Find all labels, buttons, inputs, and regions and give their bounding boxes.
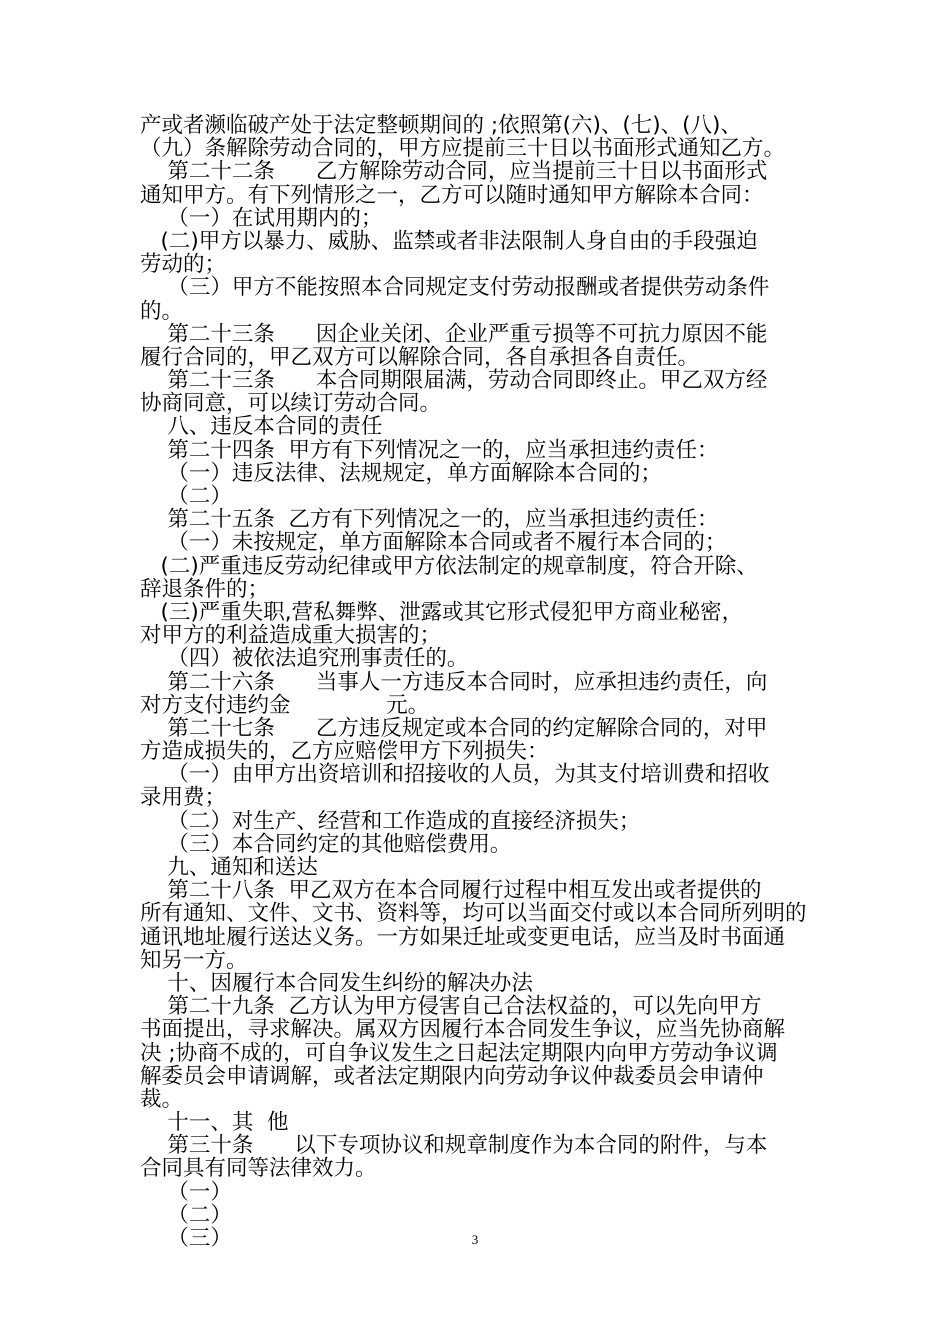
text-line: 第二十三条 本合同期限届满，劳动合同即终止。甲乙双方经 [140, 368, 768, 394]
text-line: 协商同意，可以续订劳动合同。 [140, 391, 442, 417]
text-line: 通讯地址履行送达义务。一方如果迁址或变更电话，应当及时书面通 [140, 924, 786, 950]
text-line: （三）本合同约定的其他赔偿费用。 [140, 831, 512, 857]
text-line: （一）未按规定，单方面解除本合同或者不履行本合同的； [140, 530, 727, 556]
text-line: 方造成损失的，乙方应赔偿甲方下列损失： [140, 739, 549, 765]
text-line: （二）对生产、经营和工作造成的直接经济损失； [140, 808, 641, 834]
text-line: （四）被依法追究刑事责任的。 [140, 646, 469, 672]
page-number: 3 [471, 1232, 479, 1247]
section-heading: 八、违反本合同的责任 [140, 414, 383, 440]
text-line: （一）违反法律、法规规定，单方面解除本合同的； [140, 460, 662, 486]
text-line: 合同具有同等法律效力。 [140, 1156, 377, 1182]
text-line: (三)严重失职,营私舞弊、泄露或其它形式侵犯甲方商业秘密， [140, 599, 744, 625]
text-line: 第二十九条 乙方认为甲方侵害自己合法权益的，可以先向甲方 [140, 994, 762, 1020]
text-line: 解委员会申请调解，或者法定期限内向劳动争议仲裁委员会申请仲 [140, 1063, 764, 1089]
text-line: 第二十二条 乙方解除劳动合同，应当提前三十日以书面形式 [140, 159, 768, 185]
text-line: (二)甲方以暴力、威胁、监禁或者非法限制人身自由的手段强迫 [140, 228, 758, 254]
text-line: 裁。 [140, 1086, 184, 1112]
text-line: 履行合同的，甲乙双方可以解除合同，各自承担各自责任。 [140, 344, 700, 370]
text-line: 知另一方。 [140, 947, 248, 973]
text-line: 决 ;协商不成的，可自争议发生之日起法定期限内向甲方劳动争议调 [140, 1040, 778, 1066]
text-line: （三）甲方不能按照本合同规定支付劳动报酬或者提供劳动条件 [140, 275, 770, 301]
text-line: 第二十五条 乙方有下列情况之一的，应当承担违约责任： [140, 507, 719, 533]
text-line: （二） [140, 484, 232, 509]
text-line: 的。 [140, 298, 184, 324]
section-heading: 十、因履行本合同发生纠纷的解决办法 [140, 970, 533, 996]
text-line: 第二十四条 甲方有下列情况之一的，应当承担违约责任： [140, 437, 719, 463]
text-line: （一） [140, 1179, 232, 1205]
text-line: 第二十三条 因企业关闭、企业严重亏损等不可抗力原因不能 [140, 321, 768, 347]
text-line: 录用费； [140, 785, 227, 811]
text-line: 所有通知、文件、文书、资料等，均可以当面交付或以本合同所列明的 [140, 901, 807, 927]
document-body [140, 114, 810, 1250]
text-line: 劳动的； [140, 252, 227, 278]
text-line: （三） [140, 1226, 232, 1251]
text-line: 第二十七条 乙方违反规定或本合同的约定解除合同的，对甲 [140, 715, 768, 741]
text-line: 对甲方的利益造成重大损害的； [140, 623, 442, 649]
text-line: 通知甲方。有下列情形之一，乙方可以随时通知甲方解除本合同： [140, 182, 764, 208]
text-line: 第二十八条 甲乙双方在本合同履行过程中相互发出或者提供的 [140, 878, 762, 904]
text-line: 辞退条件的； [140, 576, 270, 602]
text-line: 产或者濒临破产处于法定整顿期间的 ;依照第(六)、(七)、(八)、 [140, 113, 742, 138]
text-line: 第二十六条 当事人一方违反本合同时，应承担违约责任，向 [140, 669, 768, 695]
text-line: 书面提出，寻求解决。属双方因履行本合同发生争议，应当先协商解 [140, 1017, 786, 1043]
text-line: （二） [140, 1202, 232, 1228]
text-line: (二)严重违反劳动纪律或甲方依法制定的规章制度，符合开除、 [140, 553, 758, 579]
section-heading: 十一、其 他 [140, 1110, 289, 1136]
section-heading: 九、通知和送达 [140, 855, 318, 880]
text-line: 第三十条 以下专项协议和规章制度作为本合同的附件，与本 [140, 1133, 768, 1159]
text-line: （一）在试用期内的； [140, 205, 383, 231]
text-line: 对方支付违约金 元。 [140, 692, 430, 718]
text-line: （一）由甲方出资培训和招接收的人员，为其支付培训费和招收 [140, 762, 770, 788]
text-line: （九）条解除劳动合同的，甲方应提前三十日以书面形式通知乙方。 [140, 136, 786, 162]
